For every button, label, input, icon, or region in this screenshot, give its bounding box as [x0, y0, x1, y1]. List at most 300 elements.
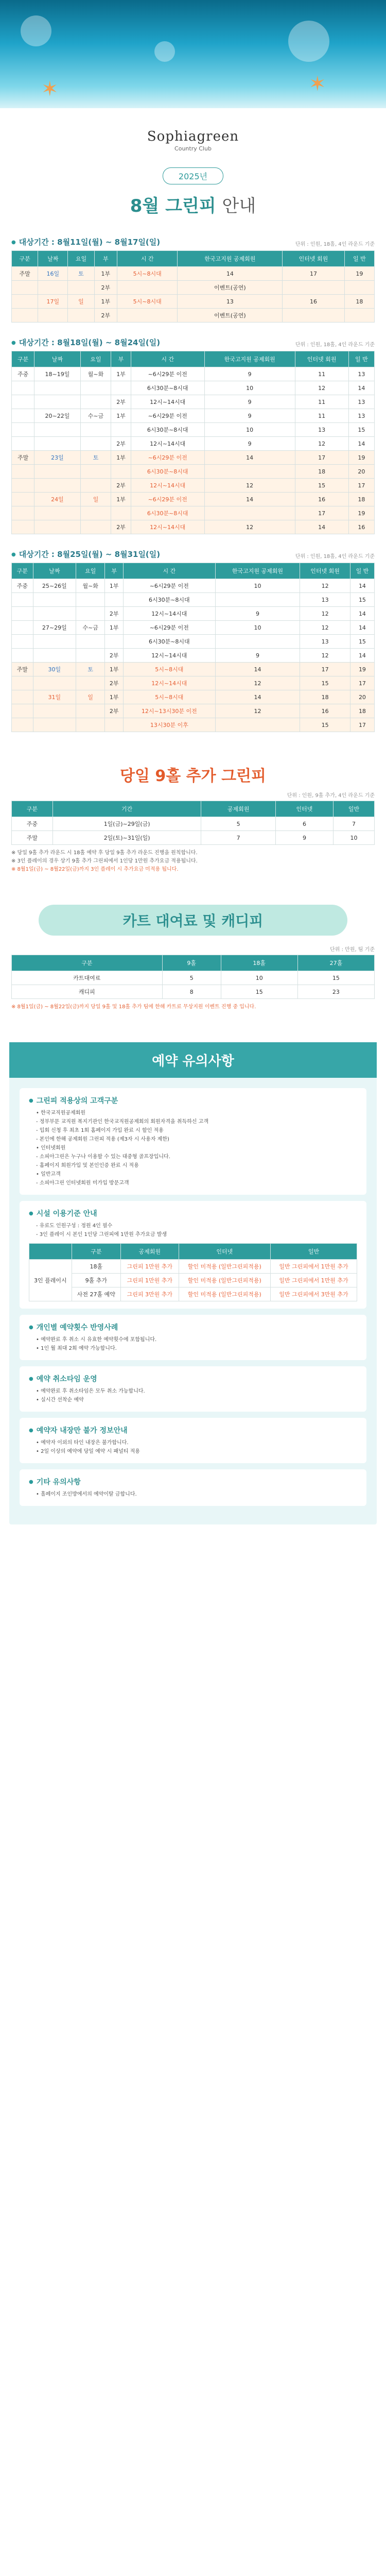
table-cell [105, 635, 124, 649]
table-cell: 사전 27홀 예약 [72, 1287, 120, 1301]
column-header: 공제회원 [121, 1244, 179, 1260]
logo: Sophiagreen [147, 129, 239, 144]
table-cell: 3인 플레이시 [29, 1260, 72, 1301]
table-cell: 19 [344, 267, 374, 281]
notice-line: • 1인 월 최대 2회 예약 가능합니다. [36, 1346, 117, 1351]
table-cell: 23 [297, 985, 374, 999]
unit-note: 단위 : 인원, 18홀, 4인 라운드 기준 [295, 342, 375, 348]
column-header: 날짜 [33, 563, 76, 579]
hero-banner [0, 0, 386, 108]
column-header: 날짜 [38, 251, 68, 267]
table-cell: 9 [204, 437, 295, 451]
column-header: 일 반 [348, 351, 374, 367]
table-row [12, 690, 375, 704]
table-cell: 13 [300, 635, 350, 649]
table-cell [12, 479, 34, 493]
table-cell: 12시~14시대 [124, 676, 216, 690]
table-cell: 토 [68, 267, 94, 281]
table-row [12, 465, 375, 479]
table-cell: 11 [295, 395, 348, 409]
table-row [12, 506, 375, 520]
table-cell: 1부 [105, 690, 124, 704]
table-row [12, 409, 375, 423]
table-cell: 6시30분~8시대 [131, 381, 204, 395]
table-cell [33, 676, 76, 690]
table-cell: 9 [275, 831, 333, 845]
table-cell [38, 281, 68, 295]
table-cell: 20~22일 [34, 409, 80, 423]
table-cell [111, 506, 131, 520]
table-cell: 2부 [105, 676, 124, 690]
column-header: 일 반 [350, 563, 374, 579]
table-cell: ~6시29분 이전 [124, 621, 216, 635]
table-cell [33, 649, 76, 663]
table-cell: 2부 [105, 607, 124, 621]
table-cell: 11 [295, 367, 348, 381]
table-cell: 18홀 [72, 1260, 120, 1274]
table-cell: 토 [76, 663, 105, 676]
table-cell [80, 520, 111, 534]
table-cell: 할인 미적용 (일반그린피적용) [179, 1274, 270, 1287]
table-row [12, 451, 375, 465]
table-cell: 6시30분~8시대 [131, 506, 204, 520]
table-cell: 1부 [111, 451, 131, 465]
table-cell: 수~금 [76, 621, 105, 635]
table-cell [111, 423, 131, 437]
table-cell [34, 437, 80, 451]
table-cell [111, 381, 131, 395]
table-cell [12, 409, 34, 423]
notice-line: • 일반고객 [36, 1172, 61, 1177]
table-cell: 12시~14시대 [124, 649, 216, 663]
table-cell: 13 [348, 409, 374, 423]
table-cell [12, 704, 33, 718]
table-cell [12, 593, 33, 607]
table-cell: 9 [215, 607, 300, 621]
table-cell: 20 [350, 690, 374, 704]
table-row [12, 971, 375, 985]
notice-line: • 실시간 선착순 예약 [36, 1397, 84, 1403]
table-cell [76, 635, 105, 649]
table-cell [68, 309, 94, 323]
bubble-icon [288, 21, 329, 62]
table-cell [33, 593, 76, 607]
table-cell: 1부 [94, 295, 117, 309]
table-cell [215, 635, 300, 649]
table-row [29, 1274, 357, 1287]
column-header: 시 간 [131, 351, 204, 367]
table-cell: 14 [204, 493, 295, 506]
table-cell: 13 [348, 367, 374, 381]
notice-box [20, 1366, 366, 1412]
table-cell [12, 295, 38, 309]
notice-line: - 유료도 인원구성 : 정원 4인 필수 [36, 1223, 113, 1229]
table-cell: 1부 [111, 367, 131, 381]
table-row [12, 267, 375, 281]
page-title: 8월 그린피 안내 [130, 196, 256, 216]
table-cell: 12 [300, 621, 350, 635]
period-label: ● 대상기간 : 8월11일(월) ~ 8월17일(일) [11, 236, 160, 247]
table-cell: 12 [300, 607, 350, 621]
table-cell: 15 [350, 593, 374, 607]
column-header: 27홀 [297, 955, 374, 971]
column-header: 한국고지원 공제회원 [178, 251, 283, 267]
table-cell: 5시~8시대 [124, 663, 216, 676]
table-cell: 6 [275, 817, 333, 831]
table-cell [34, 506, 80, 520]
table-cell [34, 520, 80, 534]
table-row [12, 831, 375, 845]
table-row [12, 381, 375, 395]
table-cell: 15 [300, 718, 350, 732]
table-cell: 18 [300, 690, 350, 704]
table-cell: 25~26일 [33, 579, 76, 593]
table-row [12, 704, 375, 718]
table-cell: 17 [295, 451, 348, 465]
table-cell [80, 437, 111, 451]
table-cell [76, 718, 105, 732]
table-cell: 이벤트(공연) [178, 281, 283, 295]
column-header: 구분 [12, 563, 33, 579]
table-row [12, 817, 375, 831]
notice-box [20, 1088, 366, 1195]
table-cell [76, 704, 105, 718]
table-cell: 13 [295, 423, 348, 437]
period-header [11, 236, 375, 247]
table-cell [12, 281, 38, 295]
cart-unit: 단위 : 만원, 팀 기준 [330, 947, 375, 953]
table-cell: 주말 [12, 831, 53, 845]
table-cell [80, 381, 111, 395]
table-row [12, 718, 375, 732]
table-cell: 2부 [111, 520, 131, 534]
note-line: ※ 8월1일(금) ~ 8월22일(금)까지 3인 플레이 시 추가요금 미적용 됩니다. [11, 867, 179, 872]
table-cell: 2부 [111, 395, 131, 409]
column-header: 구분 [12, 955, 163, 971]
column-header: 인터넷 회원 [283, 251, 345, 267]
fee-table [11, 351, 375, 534]
table-cell [76, 649, 105, 663]
table-cell: 24일 [34, 493, 80, 506]
table-cell: 월~화 [76, 579, 105, 593]
column-header: 구분 [72, 1244, 120, 1260]
column-header: 인터넷 [179, 1244, 270, 1260]
table-cell [12, 635, 33, 649]
table-cell: 2부 [111, 437, 131, 451]
period-label: ● 대상기간 : 8월18일(월) ~ 8월24일(일) [11, 337, 160, 348]
table-cell [105, 593, 124, 607]
bubble-icon [154, 41, 175, 62]
notice-heading: ● 기타 유의사항 [29, 1477, 357, 1487]
table-cell [68, 281, 94, 295]
table-cell: 5시~8시대 [117, 267, 178, 281]
table-cell: 일반 그린피에서 1만원 추가 [271, 1260, 357, 1274]
table-cell: 6시30분~8시대 [131, 423, 204, 437]
table-cell: 2부 [105, 649, 124, 663]
table-cell: 5 [201, 817, 275, 831]
column-header: 한국고지원 공제회원 [204, 351, 295, 367]
table-cell: 9 [215, 649, 300, 663]
table-cell [344, 309, 374, 323]
nine-table [29, 1243, 357, 1301]
table-cell [12, 506, 34, 520]
table-cell [12, 309, 38, 323]
notice-line: • 한국교직원공제회원 [36, 1110, 86, 1116]
column-header: 인터넷 회원 [295, 351, 348, 367]
table-row [12, 985, 375, 999]
table-cell: 주중 [12, 579, 33, 593]
cart-title: 카트 대여료 및 캐디피 [39, 905, 347, 936]
table-cell [12, 493, 34, 506]
table-row [12, 635, 375, 649]
table-cell [12, 381, 34, 395]
table-cell [12, 718, 33, 732]
table-cell: 18~19일 [34, 367, 80, 381]
table-cell: 2부 [94, 309, 117, 323]
table-cell [12, 520, 34, 534]
period-header [11, 549, 375, 560]
table-row [12, 649, 375, 663]
year-pill: 2025년 [163, 167, 223, 184]
column-header: 한국고지원 공제회원 [215, 563, 300, 579]
table-cell: 17일 [38, 295, 68, 309]
table-cell: 19 [350, 663, 374, 676]
table-cell: 14 [350, 621, 374, 635]
table-cell: 7 [334, 817, 375, 831]
table-row [12, 309, 375, 323]
table-cell: 12 [204, 520, 295, 534]
table-cell: 13 [348, 395, 374, 409]
column-header: 인터넷 [275, 801, 333, 817]
table-cell: 주말 [12, 267, 38, 281]
column-header: 일반 [271, 1244, 357, 1260]
notice-line: - 홈페이지 회원가입 및 본인인증 완료 시 적용 [36, 1163, 139, 1168]
table-cell [34, 395, 80, 409]
notice-line: - 입회 신청 후 최초 1회 홈페이지 가입 완료 시 할인 적용 [36, 1128, 164, 1133]
table-cell: 카트대여료 [12, 971, 163, 985]
table-cell: 18 [344, 295, 374, 309]
table-cell: 5시~8시대 [124, 690, 216, 704]
table-cell: 2부 [94, 281, 117, 295]
table-cell: 6시30분~8시대 [124, 635, 216, 649]
table-cell: 18 [348, 493, 374, 506]
table-cell: 이벤트(공연) [178, 309, 283, 323]
column-header: 기간 [52, 801, 201, 817]
table-cell [34, 381, 80, 395]
table-cell: 20 [348, 465, 374, 479]
table-cell: 12시~14시대 [124, 607, 216, 621]
table-cell: 9 [204, 395, 295, 409]
unit-note: 단위 : 인원, 18홀, 4인 라운드 기준 [295, 242, 375, 247]
unit-note: 단위 : 인원, 18홀, 4인 라운드 기준 [295, 554, 375, 560]
table-cell: 6시30분~8시대 [131, 465, 204, 479]
table-cell: 9홀 추가 [72, 1274, 120, 1287]
cart-note: ※ 8월1일(금) ~ 8월22일(금)까지 당일 9홀 및 18홀 추가 팀에 한해 카트료 무상지원 이벤트 진행 중 입니다. [11, 1004, 256, 1010]
table-cell: 14 [350, 579, 374, 593]
table-cell [12, 395, 34, 409]
table-cell: 11 [295, 409, 348, 423]
table-cell: 토 [80, 451, 111, 465]
table-cell: 12 [300, 649, 350, 663]
table-cell: 19 [348, 451, 374, 465]
table-row [29, 1260, 357, 1274]
table-cell: 14 [350, 607, 374, 621]
table-row [12, 295, 375, 309]
fee-table [11, 563, 375, 732]
table-row [12, 607, 375, 621]
table-cell: 16일 [38, 267, 68, 281]
table-cell: 일 [76, 690, 105, 704]
table-cell: 16 [283, 295, 345, 309]
table-cell: 10 [334, 831, 375, 845]
table-row [12, 367, 375, 381]
add-unit: 단위 : 인원, 9홀 추가, 4인 라운드 기준 [287, 793, 375, 799]
table-cell: 14 [215, 663, 300, 676]
table-cell: 7 [201, 831, 275, 845]
table-row [12, 395, 375, 409]
table-cell [117, 281, 178, 295]
table-cell: 2부 [105, 704, 124, 718]
table-cell: 17 [300, 663, 350, 676]
table-row [12, 493, 375, 506]
table-cell: 일반 그린피에서 1만원 추가 [271, 1274, 357, 1287]
table-cell [283, 281, 345, 295]
table-cell: 17 [350, 718, 374, 732]
table-cell [34, 423, 80, 437]
notice-line: - 소피아그린은 누구나 이용할 수 있는 대중형 골프장입니다. [36, 1154, 170, 1160]
table-cell: 주중 [12, 817, 53, 831]
table-cell [12, 607, 33, 621]
table-cell: 14 [178, 267, 283, 281]
notice-line: • 예약자 이외의 타인 내장은 불가합니다. [36, 1440, 129, 1446]
table-cell: 5시~8시대 [117, 295, 178, 309]
table-cell: 17 [283, 267, 345, 281]
table-cell: ~6시29분 이전 [131, 409, 204, 423]
column-header: 구분 [12, 251, 38, 267]
table-cell [204, 506, 295, 520]
table-cell: ~6시29분 이전 [131, 451, 204, 465]
table-cell: 30일 [33, 663, 76, 676]
add-title: 당일 9홀 추가 그린피 [119, 767, 267, 785]
column-header: 9홀 [162, 955, 221, 971]
notice-heading: ● 예약 취소타임 운영 [29, 1374, 357, 1384]
table-cell [12, 649, 33, 663]
table-cell: 15 [350, 635, 374, 649]
table-cell: 1일(금)~29일(금) [52, 817, 201, 831]
table-cell: 14 [348, 437, 374, 451]
table-row [12, 663, 375, 676]
table-cell: 1부 [111, 493, 131, 506]
notice-heading: ● 예약자 내장만 불가 정보안내 [29, 1425, 357, 1435]
notice-line: - 3인 플레이 시 본인 1인당 그린피에 1만원 추가요금 발생 [36, 1232, 167, 1238]
table-cell [204, 465, 295, 479]
table-cell: 1부 [105, 579, 124, 593]
notice-line: • 홀페이지 조인방에서의 예약이탈 금합니다. [36, 1492, 137, 1497]
notice-line: • 예약완료 후 취소 시 유효한 예약횟수에 포함됩니다. [36, 1337, 157, 1343]
column-header: 부 [111, 351, 131, 367]
table-cell: 10 [215, 579, 300, 593]
table-row [12, 621, 375, 635]
table-row [12, 579, 375, 593]
table-cell: 주말 [12, 663, 33, 676]
notice-box [20, 1418, 366, 1463]
table-cell [80, 465, 111, 479]
table-cell [80, 479, 111, 493]
table-cell: 13시30분 이후 [124, 718, 216, 732]
notice-heading: ● 그린피 적용상의 고객구분 [29, 1095, 357, 1106]
table-cell: 12 [215, 704, 300, 718]
table-row [12, 520, 375, 534]
column-header: 18홀 [221, 955, 297, 971]
column-header: 부 [105, 563, 124, 579]
table-cell [12, 690, 33, 704]
table-cell: 12시~14시대 [131, 437, 204, 451]
fee-table [11, 250, 375, 323]
column-header: 시 간 [117, 251, 178, 267]
table-cell [80, 506, 111, 520]
table-cell: 18 [350, 704, 374, 718]
table-cell: 일반 그린피에서 3만원 추가 [271, 1287, 357, 1301]
table-cell: 12 [215, 676, 300, 690]
table-cell: 17 [295, 506, 348, 520]
notice-heading: ● 개인별 예약횟수 반영사례 [29, 1322, 357, 1332]
logo-sub: Country Club [174, 145, 212, 152]
table-cell: 주말 [12, 451, 34, 465]
table-cell: 9 [204, 409, 295, 423]
table-cell: 8 [162, 985, 221, 999]
table-cell [12, 621, 33, 635]
table-cell [80, 395, 111, 409]
column-header: 일 반 [344, 251, 374, 267]
table-cell [344, 281, 374, 295]
period-header [11, 337, 375, 348]
table-cell [283, 309, 345, 323]
add-9hole-section [0, 763, 386, 874]
column-header: 구분 [12, 801, 53, 817]
table-cell: 일 [80, 493, 111, 506]
table-cell: 14 [350, 649, 374, 663]
starfish-icon: ✶ [309, 72, 326, 96]
table-cell: 1부 [111, 409, 131, 423]
table-cell: 10 [215, 621, 300, 635]
notice-line: - 본인에 한해 공제회원 그린피 적용 (제3자 시 사용자 제한) [36, 1137, 169, 1142]
column-header: 요일 [80, 351, 111, 367]
table-cell [33, 718, 76, 732]
header [0, 108, 386, 222]
table-cell: 2부 [111, 479, 131, 493]
table-cell: 12 [300, 579, 350, 593]
table-cell [215, 718, 300, 732]
notice-line: - 소피아그린 인터넷회원 미가입 방문고객 [36, 1180, 129, 1186]
table-cell [76, 607, 105, 621]
table-cell: 할인 미적용 (일반그린피적용) [179, 1260, 270, 1274]
table-cell: 15 [297, 971, 374, 985]
table-cell: 15 [348, 423, 374, 437]
table-row [12, 593, 375, 607]
table-cell: 월~화 [80, 367, 111, 381]
table-cell: 18 [295, 465, 348, 479]
table-cell: 16 [300, 704, 350, 718]
table-cell: 12시~14시대 [131, 395, 204, 409]
column-header: 요일 [76, 563, 105, 579]
table-cell [33, 635, 76, 649]
cart-table [11, 955, 375, 999]
notice-line: • 인터넷회원 [36, 1145, 66, 1151]
add-table [11, 801, 375, 845]
notice-heading: ● 시설 이용기준 안내 [29, 1208, 357, 1218]
table-cell [12, 465, 34, 479]
notice-line: • 예약완료 후 취소타임은 모두 취소 가능합니다. [36, 1388, 145, 1394]
